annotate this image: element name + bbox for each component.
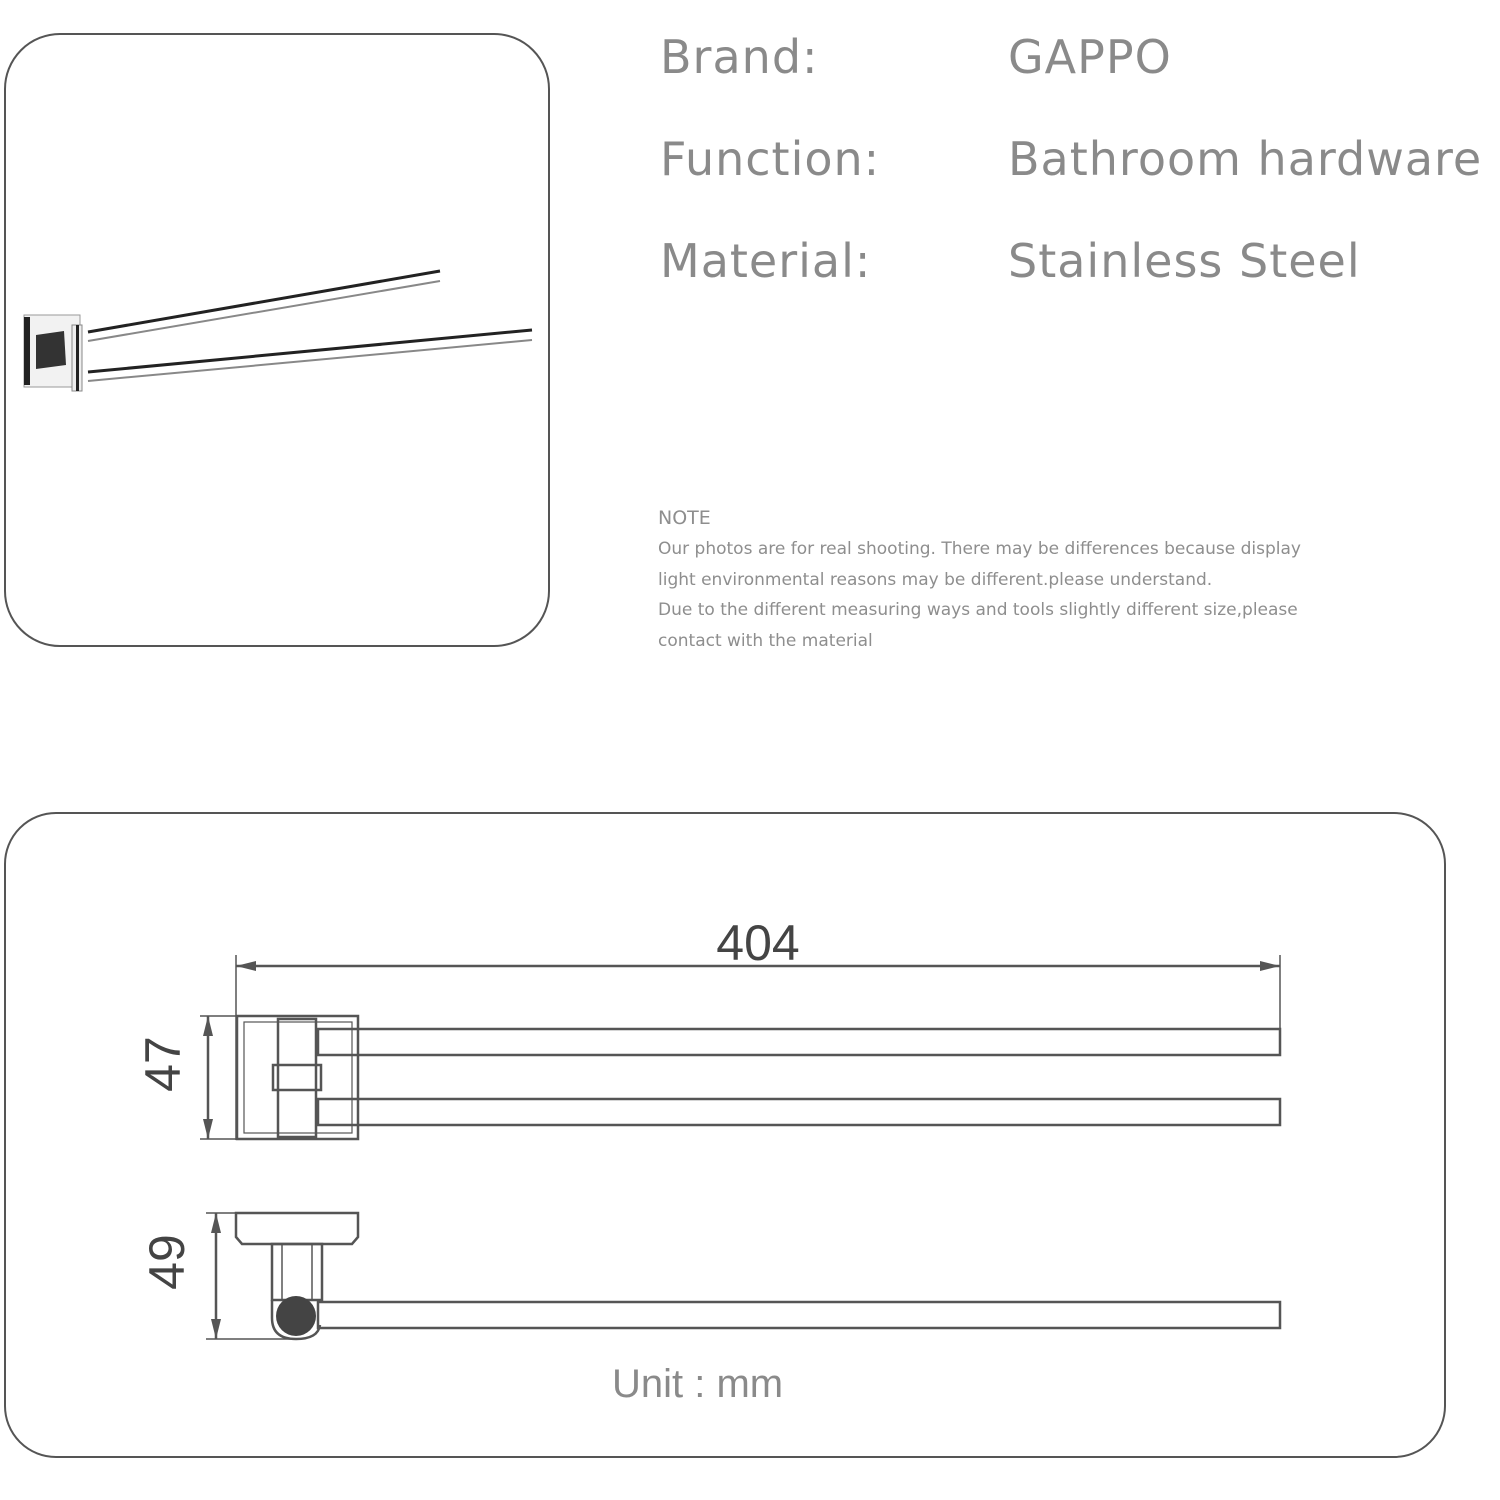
unit-label: Unit : mm (612, 1362, 784, 1406)
spec-value: Bathroom hardware (1008, 132, 1483, 186)
bar-cross-section-icon (276, 1296, 316, 1336)
note-line: Due to the different measuring ways and tools slightly different size,please (658, 600, 1298, 620)
spec-label: Brand: (660, 30, 819, 84)
spec-label: Material: (660, 234, 872, 288)
note-line: light environmental reasons may be different.please understand. (658, 569, 1213, 590)
width-dimension-label: 404 (716, 915, 800, 971)
front-height-dimension-label: 47 (135, 1036, 191, 1092)
note-line: contact with the material (658, 630, 873, 651)
note-title: NOTE (658, 507, 711, 529)
spec-label: Function: (660, 132, 881, 186)
side-depth-dimension-label: 49 (139, 1234, 195, 1290)
spec-value: Stainless Steel (1008, 234, 1361, 288)
note-line: Our photos are for real shooting. There may be differences because display (658, 539, 1301, 559)
spec-value: GAPPO (1008, 30, 1172, 84)
